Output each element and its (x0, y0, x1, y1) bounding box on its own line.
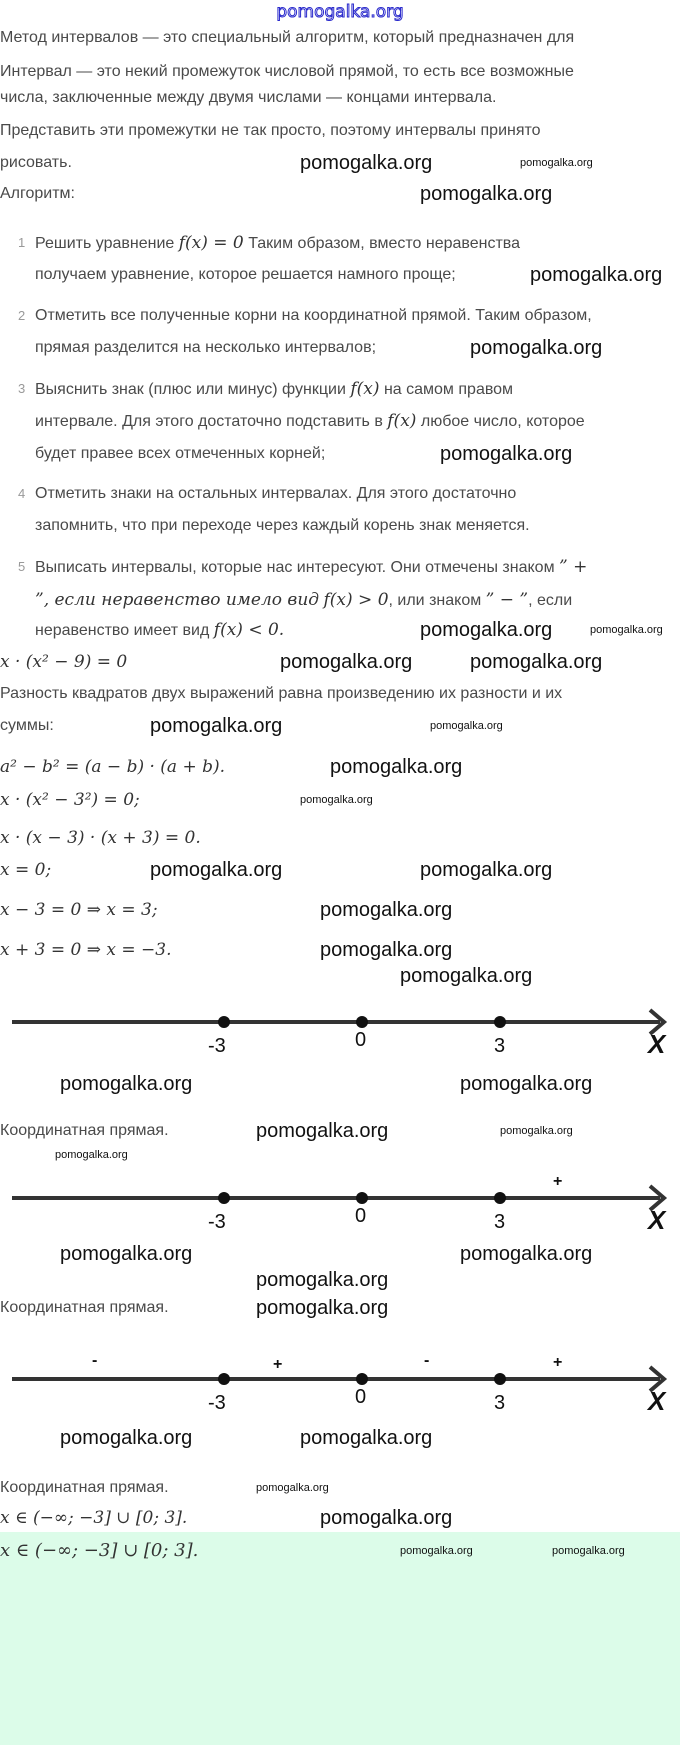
math: f(x) > 0 (323, 590, 389, 610)
answer: x ∈ (−∞; −3] ∪ [0; 3]. (0, 1508, 188, 1528)
watermark: pomogalka.org (420, 859, 553, 881)
step-number: 5 (18, 559, 26, 574)
axis-label: X (648, 1386, 666, 1416)
point-label: 0 (355, 1029, 367, 1051)
sign-label: + (553, 1173, 563, 1190)
watermark: pomogalka.org (300, 794, 373, 806)
step-text-part: любое число, которое (420, 413, 585, 430)
sign-label: - (92, 1352, 98, 1369)
step-text: Отметить все полученные корни на координатной прямой. Таким образом, (35, 307, 592, 324)
solution-text: суммы: (0, 717, 54, 734)
math: f(x) < 0. (213, 620, 285, 640)
step-number: 3 (18, 381, 26, 396)
watermark: pomogalka.org (320, 1507, 453, 1529)
step-text: получаем уравнение, которое решается намного проще; (35, 266, 456, 283)
algorithm-heading: Алгоритм: (0, 185, 75, 202)
equation: x − 3 = 0 ⇒ x = 3; (0, 900, 158, 920)
sign-label: - (424, 1352, 430, 1369)
watermark: pomogalka.org (256, 1482, 329, 1494)
watermark: pomogalka.org (60, 1427, 193, 1449)
watermark: pomogalka.org (470, 651, 603, 673)
intro-line: Представить эти промежутки не так просто, поэтому интервалы принято (0, 122, 541, 139)
sign-label: + (553, 1354, 563, 1371)
step-text-part: неравенство имеет вид (35, 622, 210, 639)
watermark: pomogalka.org (400, 965, 533, 987)
equation: x · (x − 3) · (x + 3) = 0. (0, 828, 201, 848)
step-text: прямая разделится на несколько интервалов; (35, 339, 377, 356)
point-label: -3 (208, 1035, 226, 1057)
step-text: запомнить, что при переходе через каждый корень знак меняется. (35, 517, 530, 534)
watermark: pomogalka.org (400, 1545, 473, 1557)
math: f(x) (387, 411, 417, 431)
watermark: pomogalka.org (320, 899, 453, 921)
equation: x · (x² − 3²) = 0; (0, 790, 140, 810)
step-text: Отметить знаки на остальных интервалах. Для этого достаточно (35, 485, 517, 502)
step-text (35, 379, 513, 400)
step-text (35, 620, 284, 641)
math: ”, если неравенство имело вид (35, 590, 320, 610)
point-label: 3 (494, 1211, 506, 1233)
answer-box (0, 1532, 680, 1745)
watermark: pomogalka.org (430, 720, 503, 732)
answer-box-text: x ∈ (−∞; −3] ∪ [0; 3]. (0, 1540, 199, 1561)
intro-line: рисовать. (0, 154, 72, 171)
math: f(x) (350, 379, 380, 399)
point-label: 0 (355, 1386, 367, 1408)
intro-line: Метод интервалов — это специальный алгоритм, который предназначен для (0, 29, 575, 46)
point-label: -3 (208, 1392, 226, 1414)
watermark: pomogalka.org (256, 1297, 389, 1319)
watermark: pomogalka.org (420, 183, 553, 205)
axis-label: X (648, 1029, 666, 1059)
point-label: -3 (208, 1211, 226, 1233)
solution-text: Разность квадратов двух выражений равна произведению их разности и их (0, 685, 563, 702)
watermark: pomogalka.org (420, 619, 553, 641)
watermark: pomogalka.org (500, 1125, 573, 1137)
watermark: pomogalka.org (320, 939, 453, 961)
watermark: pomogalka.org (256, 1120, 389, 1142)
math: f(x) = 0 (178, 233, 244, 253)
number-line (0, 1347, 680, 1437)
watermark: pomogalka.org (330, 756, 463, 778)
step-text (35, 557, 587, 578)
point-label: 0 (355, 1205, 367, 1227)
step-text-part: , если (528, 592, 573, 609)
watermark: pomogalka.org (520, 157, 593, 169)
watermark: pomogalka.org (300, 152, 433, 174)
intro-line: числа, заключенные между двумя числами — концами интервала. (0, 89, 497, 106)
sign-label: + (273, 1356, 283, 1373)
step-number: 1 (18, 235, 26, 250)
step-text-part: Выяснить знак (плюс или минус) функции (35, 381, 346, 398)
watermark: pomogalka.org (256, 1269, 389, 1291)
watermark: pomogalka.org (60, 1243, 193, 1265)
step-text (35, 590, 572, 611)
step-text (35, 411, 585, 432)
axis-arrow (0, 990, 680, 1080)
math: ” − ” (485, 590, 529, 610)
watermark: pomogalka.org (280, 651, 413, 673)
caption: Координатная прямая. (0, 1479, 169, 1496)
step-text: будет правее всех отмеченных корней; (35, 445, 326, 462)
point-label: 3 (494, 1392, 506, 1414)
caption: Координатная прямая. (0, 1299, 169, 1316)
watermark: pomogalka.org (470, 337, 603, 359)
watermark: pomogalka.org (590, 624, 663, 636)
axis-arrow (0, 1347, 680, 1437)
math: ” + (559, 557, 588, 577)
step-text-part: Таким образом, вместо неравенства (248, 235, 521, 252)
axis-label: X (648, 1205, 666, 1235)
watermark: pomogalka.org (150, 859, 283, 881)
step-text-part: Выписать интервалы, которые нас интересуют. Они отмечены знаком (35, 559, 555, 576)
intro-line: Интервал — это некий промежуток числовой прямой, то есть все возможные (0, 63, 574, 80)
step-number: 2 (18, 308, 26, 323)
watermark: pomogalka.org (60, 1073, 193, 1095)
equation: a² − b² = (a − b) · (a + b). (0, 757, 226, 777)
watermark: pomogalka.org (55, 1149, 128, 1161)
step-text-part: на самом правом (383, 381, 514, 398)
step-text (35, 233, 520, 254)
step-text-part: Решить уравнение (35, 235, 175, 252)
watermark: pomogalka.org (150, 715, 283, 737)
watermark: pomogalka.org (460, 1243, 593, 1265)
site-watermark-header: pomogalka.org (276, 2, 404, 22)
watermark: pomogalka.org (460, 1073, 593, 1095)
step-number: 4 (18, 486, 26, 501)
watermark: pomogalka.org (530, 264, 663, 286)
point-label: 3 (494, 1035, 506, 1057)
equation: x + 3 = 0 ⇒ x = −3. (0, 940, 172, 960)
caption: Координатная прямая. (0, 1122, 169, 1139)
step-text-part: , или знаком (388, 592, 482, 609)
watermark: pomogalka.org (300, 1427, 433, 1449)
watermark: pomogalka.org (552, 1545, 625, 1557)
step-text-part: интервале. Для этого достаточно подставить в (35, 413, 383, 430)
watermark: pomogalka.org (440, 443, 573, 465)
number-line (0, 990, 680, 1080)
equation: x = 0; (0, 860, 52, 880)
equation: x · (x² − 9) = 0 (0, 652, 128, 672)
